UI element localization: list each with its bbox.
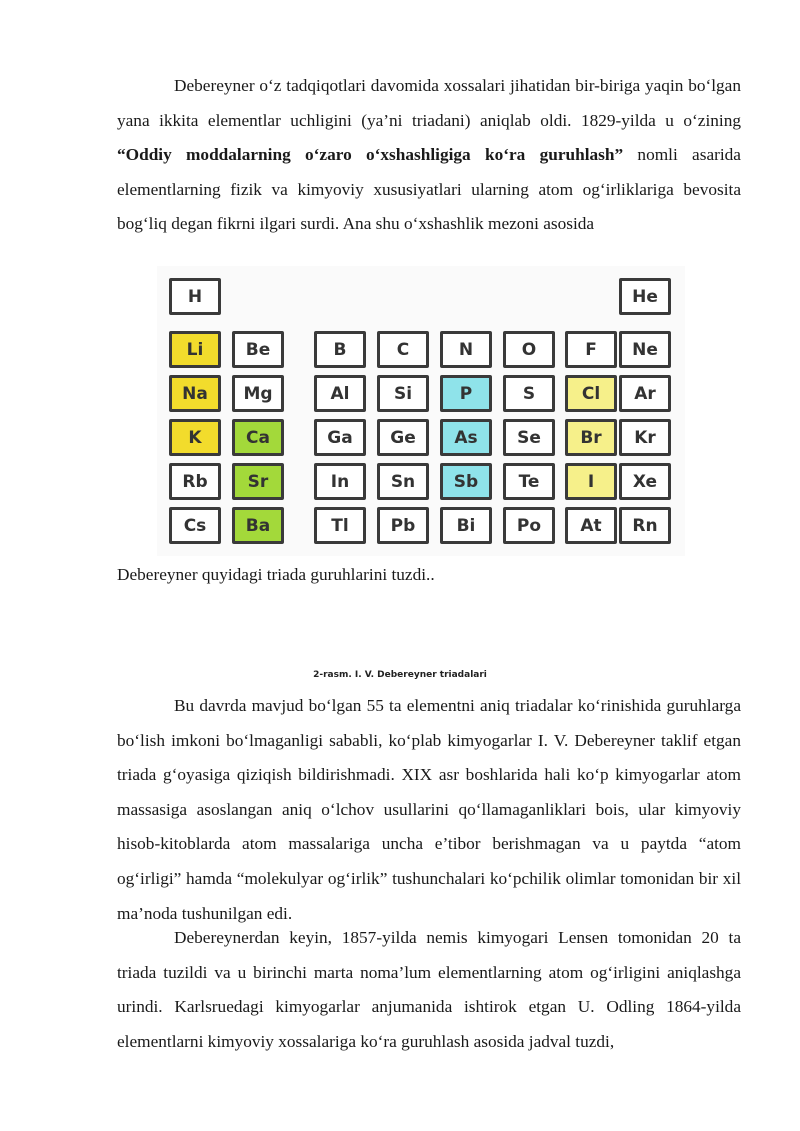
element-cell-be: Be: [232, 331, 284, 368]
element-cell-mg: Mg: [232, 375, 284, 412]
figure-caption: 2-rasm. I. V. Debereyner triadalari: [313, 670, 487, 680]
paragraph-intro: [117, 69, 741, 242]
element-cell-ga: Ga: [314, 419, 366, 456]
element-cell-te: Te: [503, 463, 555, 500]
element-cell-n: N: [440, 331, 492, 368]
element-cell-ca: Ca: [232, 419, 284, 456]
element-cell-rn: Rn: [619, 507, 671, 544]
paragraph-intro-text-a: Debereyner o‘z tadqiqotlari davomida xossalari jihatidan bir-biriga yaqin bo‘lgan yana ikkita elementlar uchligini (ya’ni triadani) aniqlab oldi. 1829-yilda u o‘zining: [117, 76, 741, 130]
element-cell-cl: Cl: [565, 375, 617, 412]
element-cell-in: In: [314, 463, 366, 500]
element-cell-p: P: [440, 375, 492, 412]
element-cell-ge: Ge: [377, 419, 429, 456]
element-cell-ne: Ne: [619, 331, 671, 368]
element-cell-b: B: [314, 331, 366, 368]
element-cell-k: K: [169, 419, 221, 456]
element-cell-he: He: [619, 278, 671, 315]
book-title: “Oddiy moddalarning o‘zaro o‘xshashligiga ko‘ra guruhlash”: [117, 145, 624, 165]
element-cell-pb: Pb: [377, 507, 429, 544]
element-cell-li: Li: [169, 331, 221, 368]
element-cell-cs: Cs: [169, 507, 221, 544]
element-cell-sr: Sr: [232, 463, 284, 500]
paragraph-lensen: Debereynerdan keyin, 1857-yilda nemis kimyogari Lensen tomonidan 20 ta triada tuzildi va u birinchi marta noma’lum elementlarning atom og‘irligini aniqlashga urindi. Karlsruedagi kimyogarlar anjumanida ishtirok etgan U. Odling 1864-yilda elementlarni kimyoviy xossalariga ko‘ra guruhlash asosida jadval tuzdi,: [117, 928, 741, 1051]
element-cell-sn: Sn: [377, 463, 429, 500]
element-cell-kr: Kr: [619, 419, 671, 456]
element-cell-s: S: [503, 375, 555, 412]
element-cell-ar: Ar: [619, 375, 671, 412]
periodic-table-figure: [157, 266, 685, 556]
paragraph-history: Bu davrda mavjud bo‘lgan 55 ta elementni aniq triadalar ko‘rinishida guruhlarga bo‘lish imkoni bo‘lmaganligi sababli, ko‘plab kimyogarlar I. V. Debereyner taklif etgan triada g‘oyasiga qiziqish bildirishmadi. XIX asr boshlarida hali ko‘p kimyogarlar atom massasiga asoslangan aniq o‘lchov usullarini qo‘llamaganliklari bois, ular kimyoviy hisob-kitoblarda atom massalariga uncha e’tibor berishmagan va u paytda “atom og‘irligi” hamda “molekulyar og‘irlik” tushunchalari ko‘pchilik olimlar tomonidan bir xil ma’noda tushunilgan edi.: [117, 696, 741, 923]
paragraph-intro-text-b: nomli asarida elementlarning fizik va kimyoviy xususiyatlari ularning atom og‘irliklariga bevosita bog‘liq degan fikrni ilgari surdi. Ana shu o‘xshashlik mezoni asosida: [117, 145, 741, 234]
element-cell-na: Na: [169, 375, 221, 412]
element-cell-i: I: [565, 463, 617, 500]
element-cell-se: Se: [503, 419, 555, 456]
element-cell-f: F: [565, 331, 617, 368]
element-cell-ba: Ba: [232, 507, 284, 544]
element-cell-as: As: [440, 419, 492, 456]
element-cell-xe: Xe: [619, 463, 671, 500]
element-cell-tl: Tl: [314, 507, 366, 544]
element-cell-sb: Sb: [440, 463, 492, 500]
element-cell-bi: Bi: [440, 507, 492, 544]
element-cell-rb: Rb: [169, 463, 221, 500]
element-cell-at: At: [565, 507, 617, 544]
element-cell-h: H: [169, 278, 221, 315]
element-cell-si: Si: [377, 375, 429, 412]
element-cell-po: Po: [503, 507, 555, 544]
element-cell-c: C: [377, 331, 429, 368]
paragraph-triads-intro: Debereyner quyidagi triada guruhlarini tuzdi..: [117, 565, 435, 584]
element-cell-br: Br: [565, 419, 617, 456]
element-cell-o: O: [503, 331, 555, 368]
element-cell-al: Al: [314, 375, 366, 412]
